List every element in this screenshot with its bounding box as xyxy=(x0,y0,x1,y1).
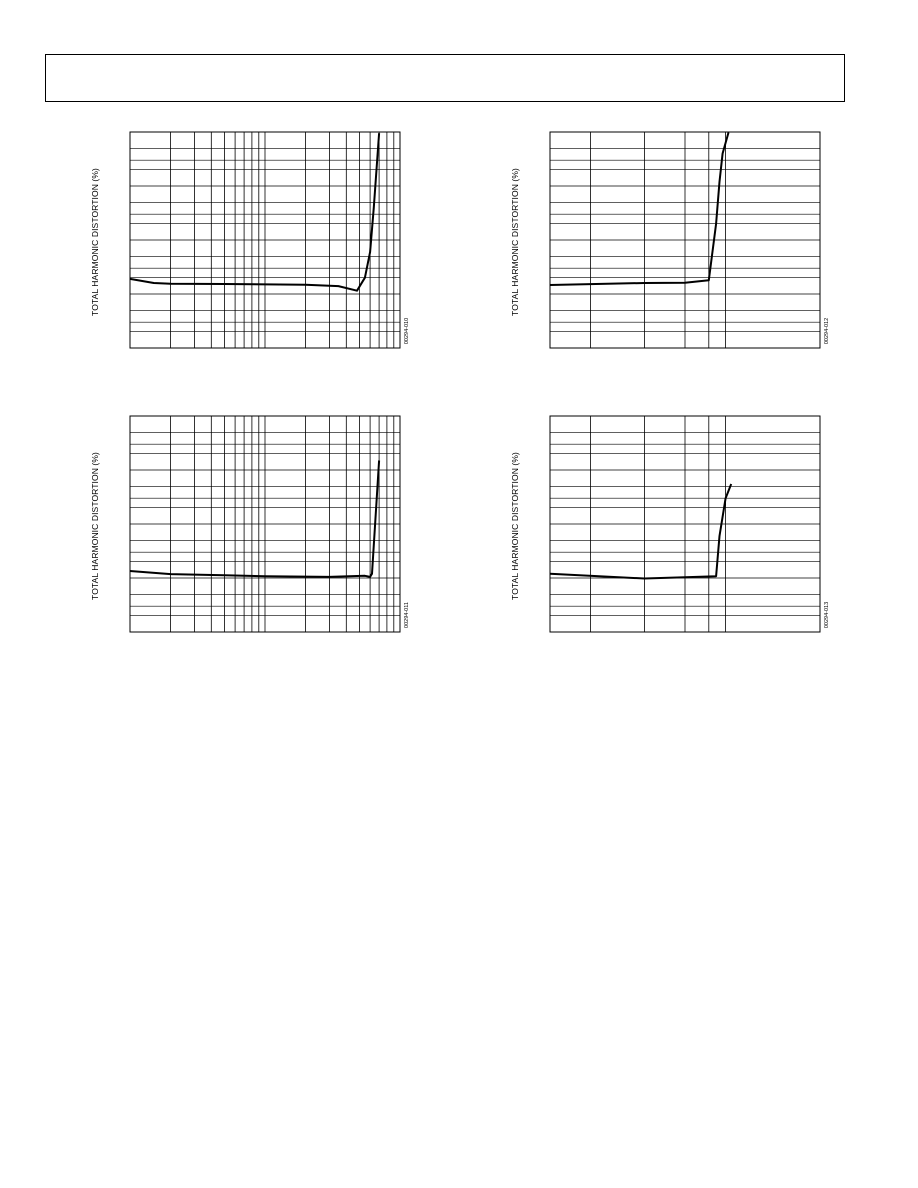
figure-id: 00294-010 xyxy=(404,317,410,345)
y-axis-label: TOTAL HARMONIC DISTORTION (%) xyxy=(90,168,100,316)
thd-curve xyxy=(130,461,379,577)
chart-panel-top-right xyxy=(505,128,845,356)
chart-panel-top-left xyxy=(85,128,425,356)
y-axis-label: TOTAL HARMONIC DISTORTION (%) xyxy=(90,452,100,600)
figure-id: 00294-011 xyxy=(404,602,410,628)
page-header-box xyxy=(45,54,845,102)
y-axis-label: TOTAL HARMONIC DISTORTION (%) xyxy=(510,452,520,600)
y-axis-label: TOTAL HARMONIC DISTORTION (%) xyxy=(510,168,520,316)
thd-chart xyxy=(85,128,425,356)
thd-curve xyxy=(130,133,379,291)
figure-id: 00294-013 xyxy=(824,601,830,629)
thd-chart xyxy=(505,412,845,640)
chart-panel-bottom-right xyxy=(505,412,845,640)
thd-chart xyxy=(85,412,425,640)
thd-chart xyxy=(505,128,845,356)
chart-panel-bottom-left xyxy=(85,412,425,640)
thd-curve xyxy=(550,133,729,286)
figure-id: 00294-012 xyxy=(824,317,830,345)
